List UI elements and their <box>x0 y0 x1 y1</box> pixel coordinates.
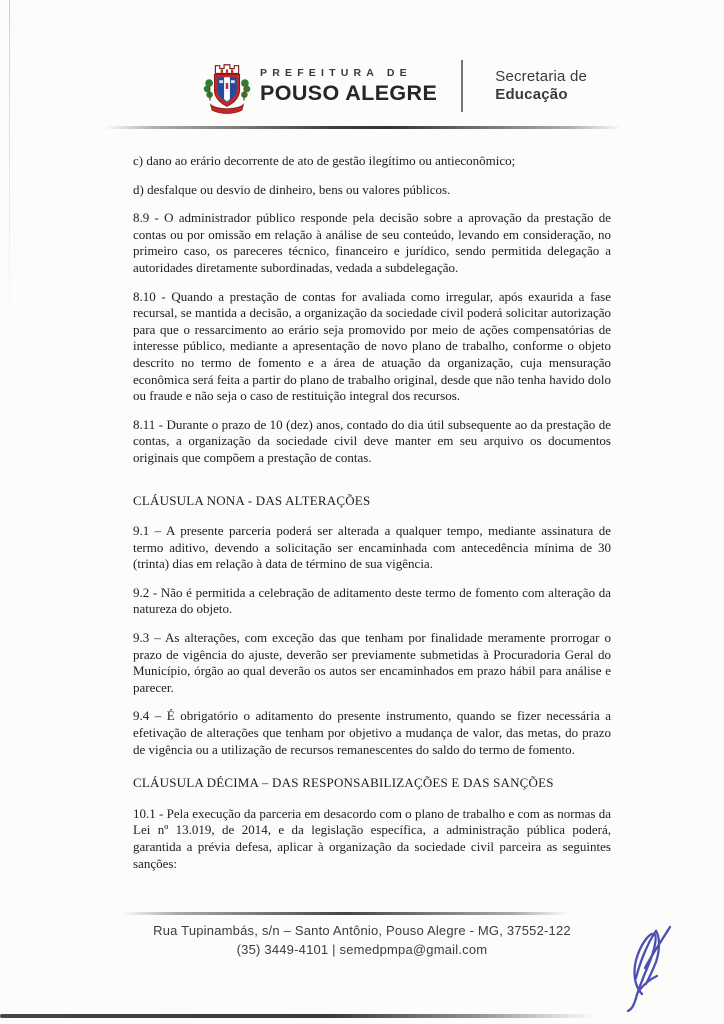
footer-horizontal-rule <box>122 912 568 915</box>
paragraph-9-3: 9.3 – As alterações, com exceção das que tenham por finalidade meramente prorrogar o prazo de vigência do ajuste, deverão ser previamente submetidas à Procuradoria Geral do Município, órgão ao qual deverão os autos ser encaminhados em prazo hábil para análise e parecer. <box>133 630 611 695</box>
department-line1: Secretaria de <box>495 68 588 85</box>
brand-top-label: PREFEITURA DE <box>260 66 412 79</box>
paragraph-10-1: 10.1 - Pela execução da parceria em desacordo com o plano de trabalho e com as normas da Lei nº 13.019, de 2014, e da legislação específica, a administração pública poderá, garantida a prévia defesa, aplicar à organização da sociedade civil parceira as seguintes sanções: <box>133 805 611 871</box>
department-label <box>495 68 587 104</box>
paragraph-9-2: 9.2 - Não é permitida a celebração de aditamento deste termo de fomento com alteração da natureza do objeto. <box>133 584 611 617</box>
scan-bottom-edge-line <box>0 1014 594 1018</box>
footer-address: Rua Tupinambás, s/n – Santo Antônio, Pouso Alegre - MG, 37552-122 <box>153 923 571 938</box>
letterhead <box>200 57 587 115</box>
coat-of-arms-icon <box>200 57 254 115</box>
item-d: d) desfalque ou desvio de dinheiro, bens ou valores públicos. <box>133 181 451 197</box>
footer <box>123 922 601 959</box>
document-body <box>133 153 611 884</box>
paragraph-9-4: 9.4 – É obrigatório o aditamento do presente instrumento, quando se fizer necessária a efetivação de alterações que tenham por objetivo a mudança de valor, das metas, do prazo de vigência ou a utilização de recursos remanescentes do saldo do termo de fomento. <box>133 708 611 757</box>
clause-heading-nona: CLÁUSULA NONA - DAS ALTERAÇÕES <box>133 492 371 508</box>
header-vertical-divider <box>461 60 463 112</box>
paragraph-8-11: 8.11 - Durante o prazo de 10 (dez) anos, contado do dia útil subsequente ao da prestação de contas, a organização da sociedade civil deve manter em seu arquivo os documentos originais que compõem a prestação de contas. <box>133 416 611 465</box>
header-horizontal-rule <box>104 126 622 129</box>
item-c: c) dano ao erário decorrente de ato de gestão ilegítimo ou antieconômico; <box>133 153 516 168</box>
paragraph-8-10: 8.10 - Quando a prestação de contas for avaliada como irregular, após exaurida a fase recursal, se mantida a decisão, a organização da sociedade civil poderá solicitar autorização para que o ressarcimento ao erário seja promovido por meio de ações compensatórias de interesse público, mediante a apresentação de novo plano de trabalho, conforme o objeto descrito no termo de fomento e a área de atuação da organização, cuja mensuração econômica será feita a partir do plano de trabalho original, desde que não tenha havido dolo ou fraude e não seja o caso de restituição integral dos recursos. <box>133 288 611 404</box>
brand-wordmark <box>260 67 437 106</box>
footer-contact: (35) 3449-4101 | semedpmpa@gmail.com <box>236 941 488 957</box>
clause-heading-decima: CLÁUSULA DÉCIMA – DAS RESPONSABILIZAÇÕES E DAS SANÇÕES <box>133 775 554 791</box>
brand-name-label: POUSO ALEGRE <box>260 80 438 105</box>
scan-left-edge-line <box>9 0 10 340</box>
signature-initials-ink <box>612 918 690 1014</box>
paragraph-9-1: 9.1 – A presente parceria poderá ser alterada a qualquer tempo, mediante assinatura de termo aditivo, devendo a solicitação ser encaminhada com antecedência mínima de 30 (trinta) dias em relação à data de término de sua vigência. <box>133 523 611 572</box>
paragraph-8-9: 8.9 - O administrador público responde pela decisão sobre a aprovação da prestação de contas ou por omissão em relação à análise de seu conteúdo, levando em consideração, no primeiro caso, os pareceres técnico, financeiro e jurídico, sendo permitida delegação a autoridades diretamente subordinadas, vedada a subdelegação. <box>133 210 611 275</box>
department-line2: Educação <box>495 86 568 103</box>
